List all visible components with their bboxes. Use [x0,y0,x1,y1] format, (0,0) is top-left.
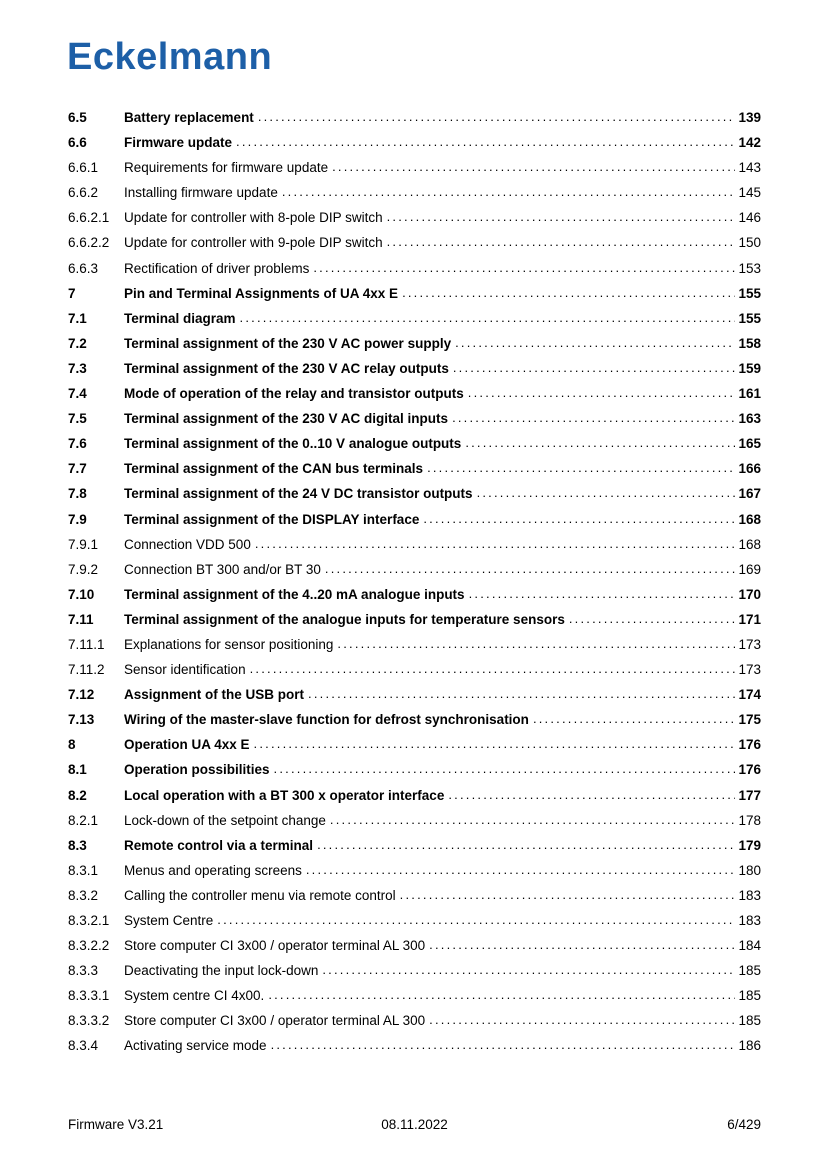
toc-dot-leader [427,455,735,480]
toc-entry-title: Terminal assignment of the analogue inputs for temperature sensors [124,611,565,627]
toc-entry [68,808,761,833]
toc-dot-leader [313,255,735,280]
toc-entry-number: 8.3.2.1 [68,913,110,928]
toc-entry [68,682,761,707]
toc-entry-page: 166 [738,461,761,477]
toc-dot-leader [533,706,736,731]
toc-entry-page: 173 [738,636,761,652]
toc-entry-number: 8.3.3.1 [68,988,110,1004]
toc-dot-leader [429,1007,735,1032]
toc-entry [68,883,761,908]
toc-entry-title: Update for controller with 9-pole DIP switch [124,235,383,251]
toc-entry-title: Terminal assignment of the 4..20 mA analogue inputs [124,586,465,602]
toc-entry-number: 6.5 [68,110,87,125]
toc-dot-leader [455,330,735,355]
toc-entry-number: 8 [68,737,76,753]
toc-dot-leader [325,556,736,581]
toc-entry-number: 7.7 [68,461,87,477]
toc-entry-title: Battery replacement [124,110,254,125]
toc-entry-number: 6.6.3 [68,260,99,276]
toc-entry-title: Local operation with a BT 300 x operator interface [124,787,445,803]
company-logo: Eckelmann [67,36,273,78]
toc-entry-page: 145 [738,185,761,201]
footer-firmware-version: Firmware V3.21 [68,1117,164,1132]
toc-entry-title: Operation possibilities [124,762,270,778]
toc-entry-page: 163 [738,411,761,427]
toc-entry-title: Wiring of the master-slave function for defrost synchronisation [124,712,529,728]
toc-entry-page: 175 [738,712,761,728]
toc-dot-leader [387,229,736,254]
toc-entry-page: 139 [738,110,761,125]
toc-dot-leader [477,480,736,505]
toc-entry [68,431,761,456]
toc-entry-number: 7.5 [68,411,87,427]
toc-dot-leader [254,731,736,756]
toc-entry-title: Terminal assignment of the CAN bus terminals [124,461,424,477]
toc-dot-leader [258,104,736,129]
toc-entry-title: Terminal assignment of the 230 V AC digital inputs [124,411,449,427]
toc-dot-leader [465,430,735,455]
toc-entry-number: 7.9 [68,511,87,527]
toc-entry-title: System centre CI 4x00. [124,988,265,1004]
toc-entry-title: Terminal assignment of the 0..10 V analogue outputs [124,436,462,452]
toc-entry-title: Calling the controller menu via remote control [124,887,396,903]
toc-entry-page: 169 [738,561,761,577]
toc-entry-number: 8.2 [68,787,87,803]
toc-entry-page: 178 [738,812,761,828]
toc-entry-number: 7.1 [68,310,87,326]
toc-dot-leader [429,932,735,957]
toc-entry [68,607,761,632]
toc-entry [68,933,761,958]
toc-dot-leader [268,982,735,1007]
toc-entry-title: Deactivating the input lock-down [124,963,319,979]
toc-entry-page: 180 [738,862,761,878]
toc-entry-page: 159 [738,360,761,376]
toc-entry [68,657,761,682]
toc-entry-number: 8.2.1 [68,812,99,828]
toc-dot-leader [250,656,736,681]
toc-entry-page: 176 [738,762,761,778]
toc-dot-leader [569,606,736,631]
toc-dot-leader [217,907,735,932]
toc-entry [68,983,761,1008]
toc-entry-title: Rectification of driver problems [124,260,310,276]
toc-entry [68,180,761,205]
toc-dot-leader [448,782,735,807]
toc-entry-title: Terminal assignment of the DISPLAY interface [124,511,420,527]
toc-dot-leader [402,280,735,305]
toc-entry-title: Activating service mode [124,1038,267,1054]
toc-entry-number: 7.11.1 [68,636,105,652]
toc-dot-leader [236,129,735,154]
toc-entry-number: 7.11.2 [68,662,105,678]
toc-entry-number: 8.3.3.2 [68,1013,110,1029]
toc-entry-number: 7.3 [68,360,87,376]
toc-entry [68,757,761,782]
toc-entry-title: Lock-down of the setpoint change [124,812,326,828]
toc-entry-number: 8.3 [68,837,87,853]
toc-entry [68,105,761,130]
toc-entry-number: 7.6 [68,436,87,452]
toc-entry-page: 184 [738,938,761,954]
toc-entry [68,908,761,933]
toc-dot-leader [452,405,735,430]
toc-entry [68,732,761,757]
toc-entry [68,331,761,356]
toc-entry-number: 8.3.3 [68,963,99,979]
toc-entry-number: 7 [68,285,76,301]
toc-entry-number: 7.2 [68,335,87,351]
toc-entry-page: 177 [738,787,761,803]
toc-entry [68,456,761,481]
toc-dot-leader [423,506,735,531]
toc-entry-title: Sensor identification [124,662,246,678]
toc-dot-leader [453,355,736,380]
toc-entry-title: Firmware update [124,135,233,151]
toc-entry-number: 6.6 [68,135,87,151]
toc-entry-page: 150 [738,235,761,251]
toc-entry-number: 8.1 [68,762,87,778]
toc-dot-leader [330,807,736,832]
toc-entry [68,256,761,281]
toc-entry-number: 8.3.2 [68,887,99,903]
toc-dot-leader [274,756,736,781]
toc-entry-number: 6.6.2 [68,185,99,201]
toc-entry-number: 8.3.4 [68,1038,99,1054]
toc-entry [68,532,761,557]
toc-entry [68,205,761,230]
toc-entry [68,381,761,406]
toc-entry-page: 173 [738,662,761,678]
toc-dot-leader [308,681,735,706]
toc-entry [68,406,761,431]
toc-entry-number: 7.8 [68,486,87,502]
toc-entry-number: 6.6.2.1 [68,210,110,226]
toc-entry-page: 185 [738,988,761,1004]
toc-entry-title: Update for controller with 8-pole DIP switch [124,210,383,226]
toc-entry-page: 161 [738,386,761,402]
toc-entry [68,281,761,306]
toc-entry-number: 6.6.1 [68,160,99,176]
toc-dot-leader [306,857,736,882]
toc-entry-page: 155 [738,285,761,301]
toc-dot-leader [469,581,736,606]
toc-entry [68,356,761,381]
toc-entry-title: Remote control via a terminal [124,837,314,853]
toc-entry [68,632,761,657]
toc-entry-page: 174 [738,687,761,703]
toc-dot-leader [317,832,735,857]
toc-entry-title: Connection BT 300 and/or BT 30 [124,561,321,577]
toc-dot-leader [400,882,736,907]
toc-dot-leader [322,957,735,982]
toc-entry-number: 8.3.1 [68,862,99,878]
toc-entry [68,833,761,858]
toc-entry-page: 170 [738,586,761,602]
toc-entry-page: 142 [738,135,761,151]
toc-entry-title: Assignment of the USB port [124,687,305,703]
toc-dot-leader [337,631,735,656]
toc-dot-leader [332,154,735,179]
toc-entry-title: Requirements for firmware update [124,160,329,176]
toc-entry [68,958,761,983]
toc-entry-title: Store computer CI 3x00 / operator terminal AL 300 [124,1013,426,1029]
toc-entry-number: 7.12 [68,687,95,703]
toc-entry [68,230,761,255]
toc-entry-title: Terminal assignment of the 24 V DC transistor outputs [124,486,473,502]
toc-entry-title: Terminal diagram [124,310,236,326]
toc-entry-page: 168 [738,536,761,552]
toc-entry-title: Terminal assignment of the 230 V AC relay outputs [124,360,449,376]
toc-entry [68,1008,761,1033]
toc-entry [68,306,761,331]
toc-entry [68,155,761,180]
toc-entry-page: 186 [738,1038,761,1054]
toc-entry [68,858,761,883]
toc-entry-number: 6.6.2.2 [68,235,110,251]
page-footer [68,1117,761,1132]
toc-entry [68,130,761,155]
toc-entry-page: 179 [738,837,761,853]
toc-dot-leader [468,380,736,405]
toc-dot-leader [240,305,736,330]
footer-page-number: 6/429 [727,1117,761,1132]
toc-dot-leader [282,179,736,204]
toc-entry [68,557,761,582]
table-of-contents [68,105,761,1059]
toc-entry-page: 155 [738,310,761,326]
toc-entry-page: 171 [738,611,761,627]
toc-entry-title: Store computer CI 3x00 / operator terminal AL 300 [124,938,426,954]
toc-entry-page: 185 [738,1013,761,1029]
toc-entry-number: 7.13 [68,712,95,728]
toc-entry-page: 176 [738,737,761,753]
toc-entry-title: Operation UA 4xx E [124,737,250,753]
toc-entry-page: 158 [738,335,761,351]
toc-entry [68,783,761,808]
toc-entry-title: Installing firmware update [124,185,278,201]
toc-entry-number: 8.3.2.2 [68,938,110,954]
toc-entry-page: 146 [738,210,761,226]
toc-entry [68,481,761,506]
toc-entry-number: 7.11 [68,611,94,627]
toc-entry-page: 185 [738,963,761,979]
toc-entry-page: 168 [738,511,761,527]
toc-dot-leader [271,1032,736,1057]
toc-dot-leader [387,204,736,229]
footer-date: 08.11.2022 [381,1117,448,1132]
toc-entry-page: 183 [738,887,761,903]
toc-entry-title: Menus and operating screens [124,862,302,878]
toc-entry-number: 7.4 [68,386,87,402]
toc-entry-title: Mode of operation of the relay and transistor outputs [124,386,464,402]
toc-entry-page: 153 [738,260,761,276]
toc-entry [68,707,761,732]
toc-entry-title: Explanations for sensor positioning [124,636,334,652]
toc-entry [68,1033,761,1058]
toc-entry-title: System Centre [124,913,214,928]
toc-entry-page: 167 [738,486,761,502]
toc-dot-leader [255,531,736,556]
toc-entry [68,582,761,607]
toc-entry-page: 183 [738,913,761,928]
toc-entry-title: Connection VDD 500 [124,536,251,552]
toc-entry-number: 7.10 [68,586,95,602]
toc-entry-number: 7.9.2 [68,561,99,577]
toc-entry-page: 165 [738,436,761,452]
toc-entry-title: Pin and Terminal Assignments of UA 4xx E [124,285,399,301]
toc-entry-number: 7.9.1 [68,536,99,552]
toc-entry-page: 143 [738,160,761,176]
toc-entry-title: Terminal assignment of the 230 V AC power supply [124,335,452,351]
toc-entry [68,507,761,532]
